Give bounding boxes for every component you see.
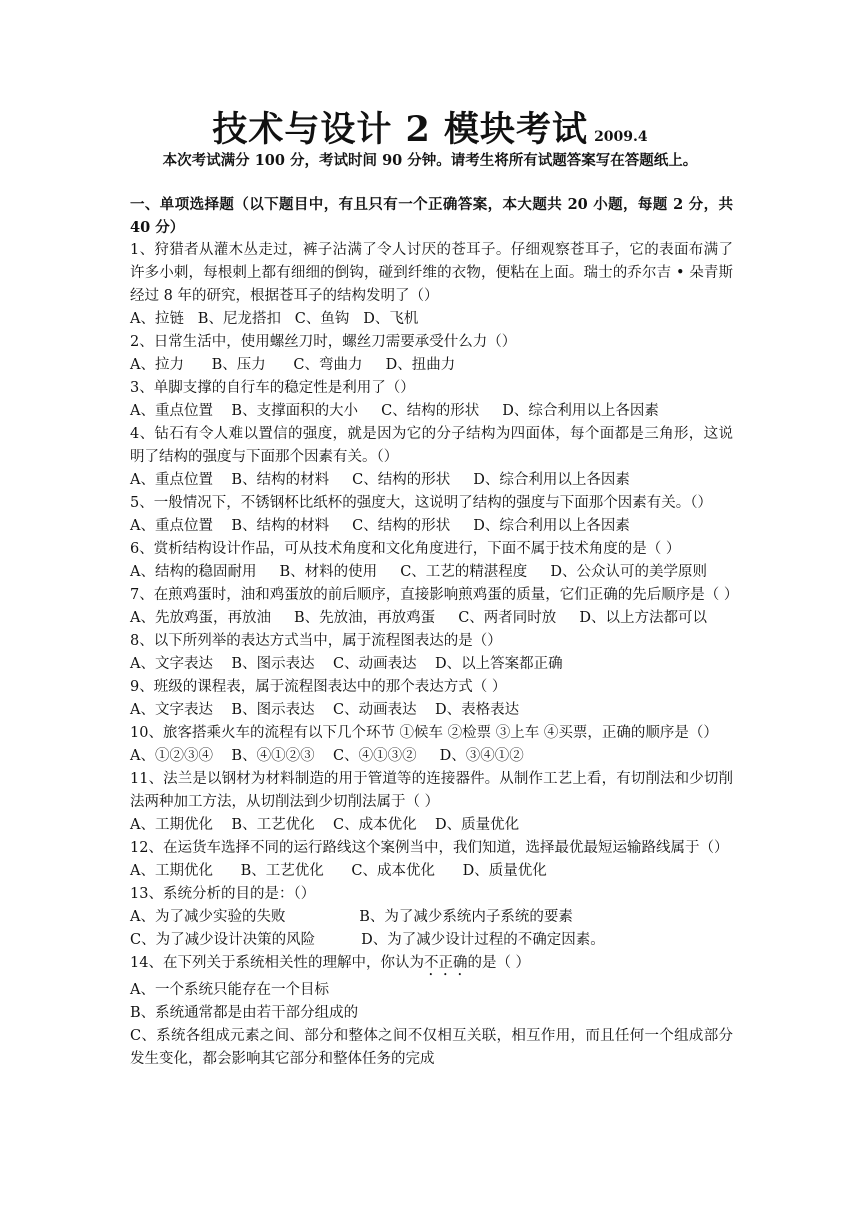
question-options: A、重点位置 B、支撑面积的大小 C、结构的形状 D、综合利用以上各因素 xyxy=(130,403,659,419)
stem-text: 的是（ ） xyxy=(467,955,531,971)
question-options: A、工期优化 B、工艺优化 C、成本优化 D、质量优化 xyxy=(130,863,547,879)
question-stem: 10、旅客搭乘火车的流程有以下几个环节 ①候车 ②检票 ③上车 ④买票，正确的顺序是（） xyxy=(130,725,718,741)
stem-text: 14、在下列关于系统相关性的理解中，你认为 xyxy=(130,955,424,971)
question-stem: 11、法兰是以钢材为材料制造的用于管道等的连接器件。从制作工艺上看，有切削法和少切削法两种加工方法，从切削法到少切削法属于（ ） xyxy=(130,771,733,810)
page-title: 技术与设计 2 模块考试 xyxy=(212,109,589,150)
question-options: A、为了减少实验的失败 B、为了减少系统内子系统的要素 xyxy=(130,909,573,925)
exam-date: 2009.4 xyxy=(594,129,648,145)
question-stem: 7、在煎鸡蛋时，油和鸡蛋放的前后顺序，直接影响煎鸡蛋的质量，它们正确的先后顺序是（ ） xyxy=(130,587,739,603)
exam-body xyxy=(130,193,739,1071)
title-block xyxy=(0,102,860,152)
emphasized-text: 不正确 xyxy=(423,955,468,971)
question-options: A、拉力 B、压力 C、弯曲力 D、扭曲力 xyxy=(130,357,456,373)
question-options: A、先放鸡蛋，再放油 B、先放油，再放鸡蛋 C、两者同时放 D、以上方法都可以 xyxy=(130,610,707,626)
question-stem: 5、一般情况下，不锈钢杯比纸杯的强度大，这说明了结构的强度与下面那个因素有关。（） xyxy=(130,495,712,511)
question-options: A、①②③④ B、④①②③ C、④①③② D、③④①② xyxy=(130,748,524,764)
question-stem: 12、在运货车选择不同的运行路线这个案例当中，我们知道，选择最优最短运输路线属于（） xyxy=(130,840,729,856)
question-stem: 1、狩猎者从灌木丛走过，裤子沾满了令人讨厌的苍耳子。仔细观察苍耳子，它的表面布满了许多小刺，每根刺上都有细细的倒钩，碰到纤维的衣物，便粘在上面。瑞士的乔尔吉 • 朵青斯经过 8 年的研究，根据苍耳子的结构发明了（） xyxy=(130,242,733,304)
question-stem: 9、班级的课程表，属于流程图表达中的那个表达方式（ ） xyxy=(130,679,507,695)
question-options: A、文字表达 B、图示表达 C、动画表达 D、以上答案都正确 xyxy=(130,656,563,672)
question-option: C、系统各组成元素之间、部分和整体之间不仅相互关联，相互作用，而且任何一个组成部分发生变化，都会影响其它部分和整体任务的完成 xyxy=(130,1028,733,1067)
exam-instruction: 本次考试满分 100 分，考试时间 90 分钟。请考生将所有试题答案写在答题纸上。 xyxy=(162,152,698,169)
question-options: A、工期优化 B、工艺优化 C、成本优化 D、质量优化 xyxy=(130,817,520,833)
question-option: B、系统通常都是由若干部分组成的 xyxy=(130,1005,359,1021)
question-options: A、结构的稳固耐用 B、材料的使用 C、工艺的精湛程度 D、公众认可的美学原则 xyxy=(130,564,707,580)
question-stem: 8、以下所列举的表达方式当中，属于流程图表达的是（） xyxy=(130,633,502,649)
question-stem: 13、系统分析的目的是：（） xyxy=(130,886,316,902)
question-stem: 3、单脚支撑的自行车的稳定性是利用了（） xyxy=(130,380,415,396)
question-stem: 4、钻石有令人难以置信的强度，就是因为它的分子结构为四面体，每个面都是三角形，这说明了结构的强度与下面那个因素有关。（） xyxy=(130,426,733,465)
question-option: A、一个系统只能存在一个目标 xyxy=(130,982,329,998)
question-stem: 2、日常生活中，使用螺丝刀时，螺丝刀需要承受什么力（） xyxy=(130,334,517,350)
question-stem: 6、赏析结构设计作品，可从技术角度和文化角度进行，下面不属于技术角度的是（ ） xyxy=(130,541,681,557)
question-options: A、重点位置 B、结构的材料 C、结构的形状 D、综合利用以上各因素 xyxy=(130,472,630,488)
question-options: A、拉链 B、尼龙搭扣 C、鱼钩 D、飞机 xyxy=(130,311,419,327)
question-options: A、文字表达 B、图示表达 C、动画表达 D、表格表达 xyxy=(130,702,520,718)
question-options: A、重点位置 B、结构的材料 C、结构的形状 D、综合利用以上各因素 xyxy=(130,518,630,534)
section-heading: 一、单项选择题（以下题目中，有且只有一个正确答案，本大题共 20 小题，每题 2 分，共 40 分） xyxy=(130,196,733,236)
question-options: C、为了减少设计决策的风险 D、为了减少设计过程的不确定因素。 xyxy=(130,932,605,948)
question-stem xyxy=(130,952,733,979)
